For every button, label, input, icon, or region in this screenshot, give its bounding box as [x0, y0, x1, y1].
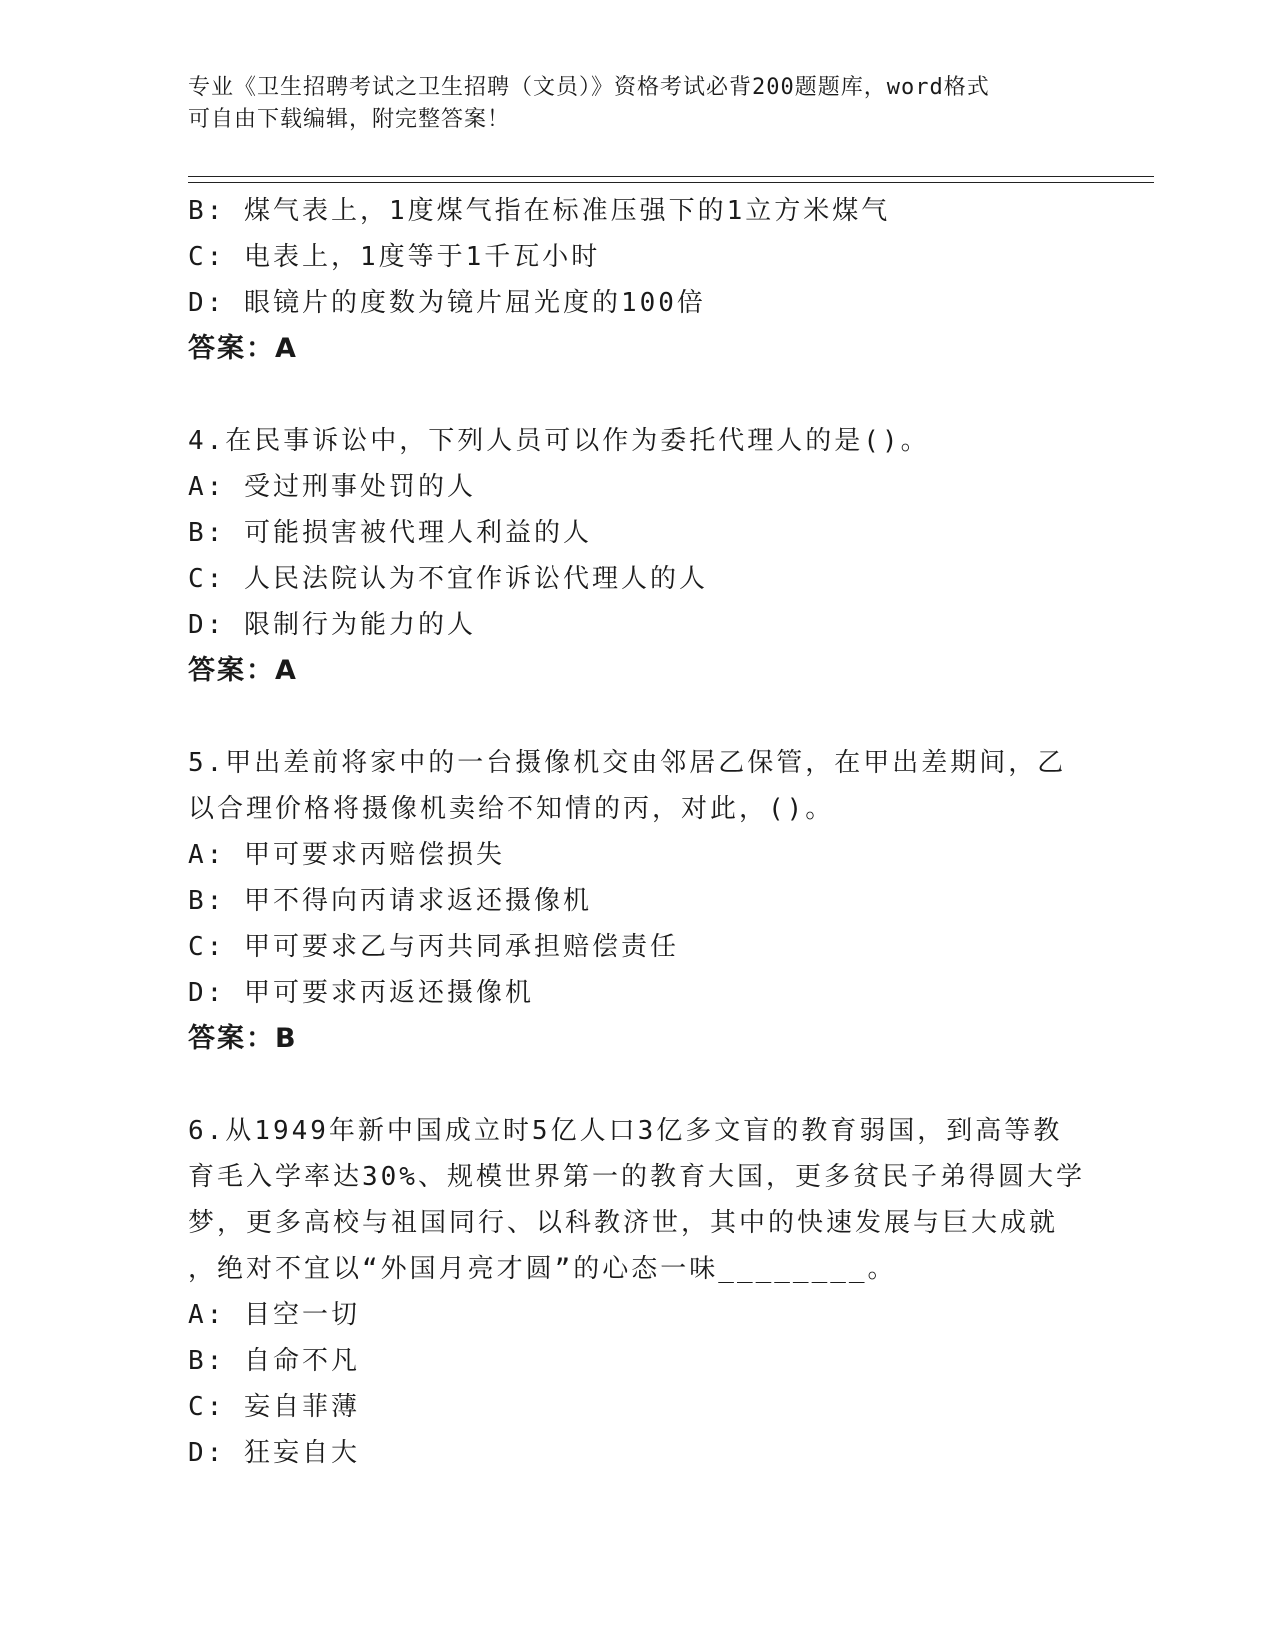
- answer: 答案：B: [188, 1023, 298, 1054]
- option-a: A: 目空一切: [188, 1300, 360, 1330]
- question-5: [188, 740, 1088, 1062]
- option-b: B: 可能损害被代理人利益的人: [188, 518, 592, 548]
- option-a: A: 甲可要求丙赔偿损失: [188, 840, 505, 870]
- option-d: D: 眼镜片的度数为镜片屈光度的100倍: [188, 288, 706, 318]
- option-b: B: 甲不得向丙请求返还摄像机: [188, 886, 592, 916]
- option-a: A: 受过刑事处罚的人: [188, 472, 476, 502]
- question-text-line-4: ，绝对不宜以“外国月亮才圆”的心态一味________。: [188, 1254, 897, 1284]
- spacer: [188, 1062, 1088, 1108]
- question-text-line-1: 5.甲出差前将家中的一台摄像机交由邻居乙保管，在甲出差期间，乙: [188, 748, 1067, 778]
- question-text-line-2: 以合理价格将摄像机卖给不知情的丙，对此，()。: [188, 794, 835, 824]
- question-4: [188, 418, 1088, 694]
- answer: 答案：A: [188, 655, 298, 686]
- header-divider-bottom: [188, 182, 1154, 183]
- option-b: B: 自命不凡: [188, 1346, 360, 1376]
- option-b: B: 煤气表上，1度煤气指在标准压强下的1立方米煤气: [188, 196, 891, 226]
- spacer: [188, 694, 1088, 740]
- question-3: [188, 188, 1088, 372]
- option-d: D: 限制行为能力的人: [188, 610, 476, 640]
- question-6: [188, 1108, 1088, 1476]
- question-text-line-2: 育毛入学率达30%、规模世界第一的教育大国，更多贫民子弟得圆大学: [188, 1162, 1085, 1192]
- question-list: [188, 188, 1088, 1476]
- question-text-line-3: 梦，更多高校与祖国同行、以科教济世，其中的快速发展与巨大成就: [188, 1208, 1059, 1238]
- option-c: C: 妄自菲薄: [188, 1392, 360, 1422]
- header-divider-top: [188, 176, 1154, 177]
- document-header: [188, 72, 1088, 136]
- option-c: C: 人民法院认为不宜作诉讼代理人的人: [188, 564, 708, 594]
- header-title-line-2: 可自由下载编辑，附完整答案！: [188, 107, 511, 132]
- question-text-line-1: 6.从1949年新中国成立时5亿人口3亿多文盲的教育弱国，到高等教: [188, 1116, 1063, 1146]
- answer: 答案：A: [188, 333, 298, 364]
- option-d: D: 甲可要求丙返还摄像机: [188, 978, 534, 1008]
- question-text: 4.在民事诉讼中，下列人员可以作为委托代理人的是()。: [188, 426, 930, 456]
- spacer: [188, 372, 1088, 418]
- option-c: C: 甲可要求乙与丙共同承担赔偿责任: [188, 932, 679, 962]
- option-d: D: 狂妄自大: [188, 1438, 360, 1468]
- option-c: C: 电表上，1度等于1千瓦小时: [188, 242, 601, 272]
- header-title-line-1: 专业《卫生招聘考试之卫生招聘（文员）》资格考试必背200题题库，word格式: [188, 75, 990, 100]
